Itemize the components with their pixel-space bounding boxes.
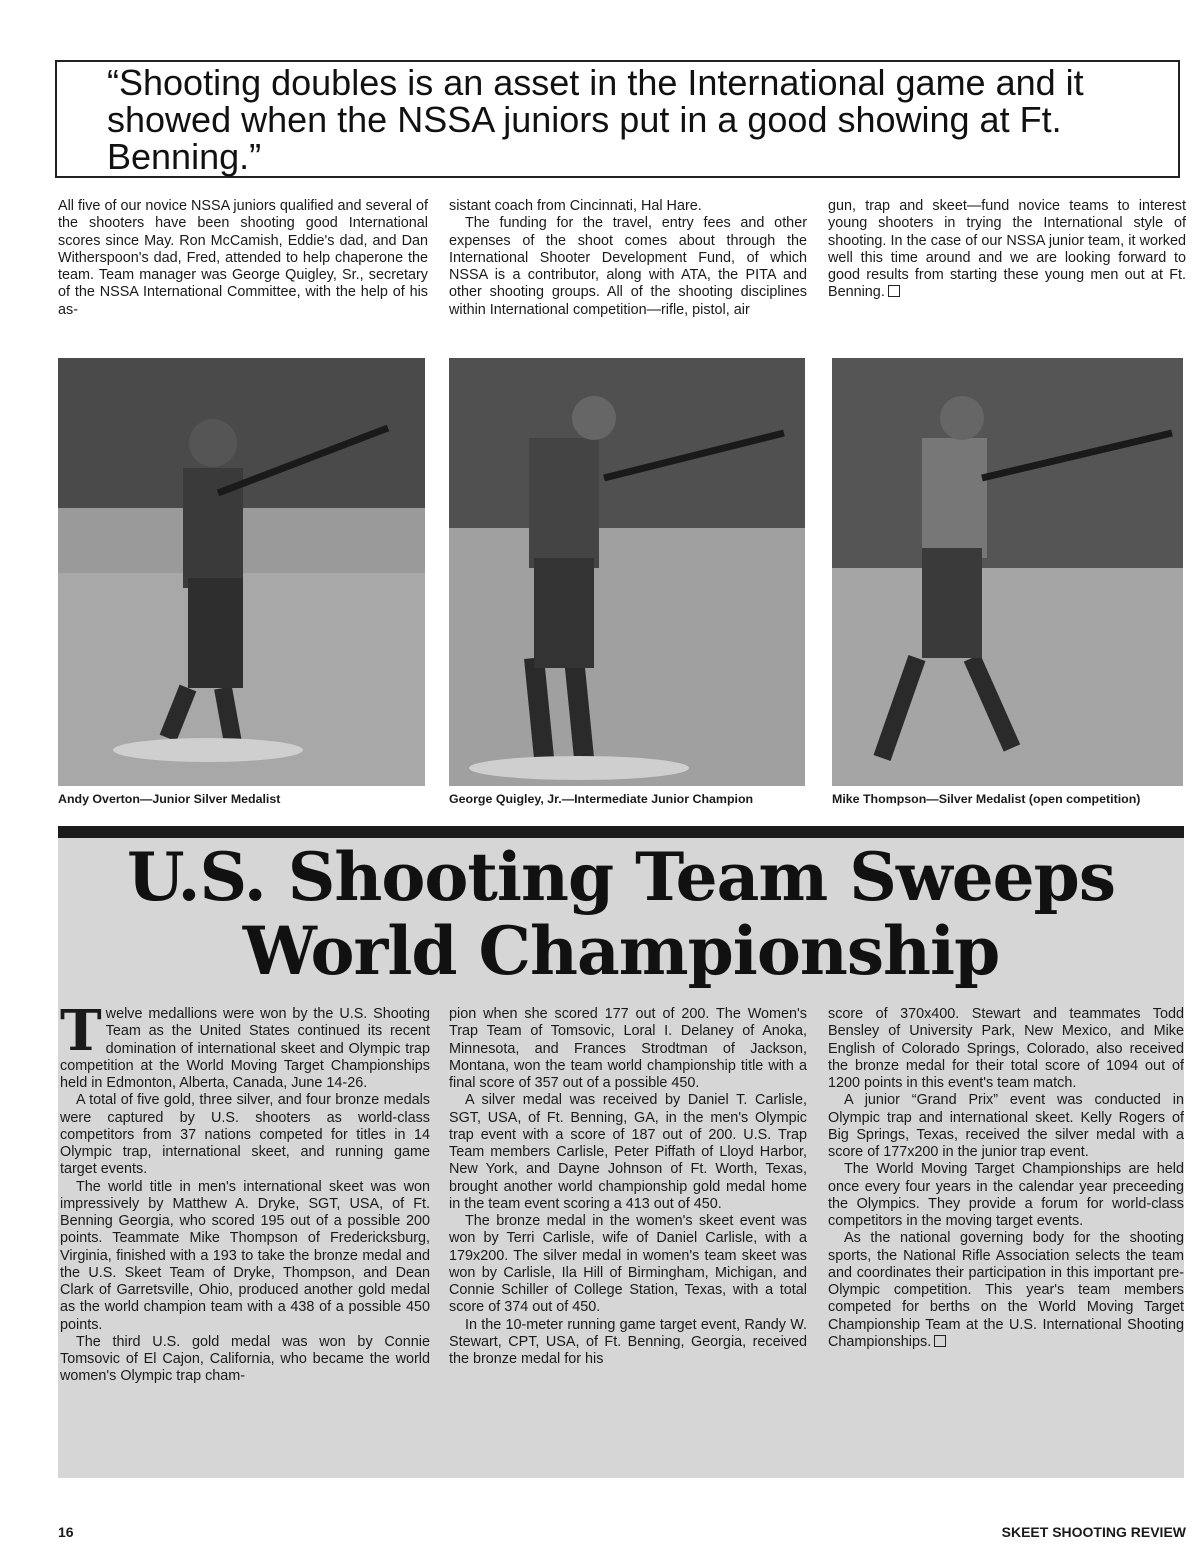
article-paragraph: A silver medal was received by Daniel T. Carlisle, SGT, USA, of Ft. Benning, GA, in the men's Olympic trap event with a score of 187 out of 200. U.S. Trap Team members Carlisle, Peter Piffath of Lloyd Harbor, New York, and Dayne Johnson of Ft. Worth, Texas, brought another world championship gold medal home in the team event scoring a 413 out of 450. — [449, 1092, 807, 1212]
intro-paragraph: The funding for the travel, entry fees and other expenses of the shoot comes about through the International Shooter Development Fund, of which NSSA is a contributor, along with ATA, the PITA and other shooting groups. All of the shooting disciplines within International competition—rifle, pistol, air — [449, 215, 807, 318]
article-paragraph: A junior “Grand Prix” event was conducted in Olympic trap and international skeet. Kelly Rogers of Big Springs, Texas, received the silver medal with a score of 177x200 in the junior trap event. — [828, 1092, 1184, 1160]
article-box — [58, 826, 1184, 1478]
end-mark-icon — [888, 285, 900, 297]
intro-paragraph: sistant coach from Cincinnati, Hal Hare. — [449, 198, 702, 214]
article-paragraph: The bronze medal in the women's skeet event was won by Terri Carlisle, wife of Daniel Carlisle, with a 179x200. The silver medal in women's team skeet was won by Carlisle, Ila Hill of Birmingham, Michigan, and Connie Schiller of College Station, Texas, with a total score of 374 out of 450. — [449, 1213, 807, 1316]
photo-george-quigley — [449, 358, 805, 786]
article-column-2 — [449, 1006, 807, 1368]
article-paragraph: The World Moving Target Championships are held once every four years in the calendar year preceeding the Olympics. They provide a forum for world-class competitors in the moving target events. — [828, 1161, 1184, 1229]
article-paragraph: The world title in men's international skeet was won impressively by Matthew A. Dryke, SGT, USA, of Ft. Benning Georgia, who scored 195 out of a possible 200 points. Teammate Mike Thompson of Fredericksburg, Virginia, finished with a 193 to take the bronze medal and the U.S. Skeet Team of Dryke, Thompson, and Dean Clark of Garretsville, Ohio, produced another gold medal as the world champion team with a 438 of a possible 450 points. — [60, 1178, 430, 1333]
publication-name: SKEET SHOOTING REVIEW — [1001, 1524, 1186, 1540]
article-paragraph: score of 370x400. Stewart and teammates Todd Bensley of University Park, New Mexico, and Mike English of Colorado Springs, Colorado, also received the bronze medal for their total score of 1094 out of 1200 points in this event's team match. — [828, 1006, 1184, 1091]
intro-column-3 — [828, 198, 1186, 302]
article-paragraph: pion when she scored 177 out of 200. The Women's Trap Team of Tomsovic, Loral I. Delaney of Anoka, Minnesota, and Frances Strodtman of Jackson, Montana, won the team world championship title with a final score of 357 out of a possible 450. — [449, 1006, 807, 1091]
article-paragraph: In the 10-meter running game target event, Randy W. Stewart, CPT, USA, of Ft. Benning, Georgia, received the bronze medal for his — [449, 1316, 807, 1367]
article-paragraph: Twelve medallions were won by the U.S. Shooting Team as the United States continued its recent domination of international skeet and Olympic trap competition at the World Moving Target Championships held in Edmonton, Alberta, Canada, June 14-26. — [60, 998, 430, 1091]
intro-paragraph: gun, trap and skeet—fund novice teams to interest young shooters in trying the International style of shooting. In the case of our NSSA junior team, it worked well this time around and we are looking forward to good results from starting these young men out at Ft. Benning. — [828, 198, 1186, 301]
drop-cap: T — [60, 998, 102, 1064]
article-column-1 — [60, 998, 430, 1386]
photo-andy-overton — [58, 358, 425, 786]
article-paragraph: As the national governing body for the shooting sports, the National Rifle Association selects the team and coordinates their participation in this important pre-Olympic competition. This year's team members competed for berths on the World Moving Target Championship Team at the U.S. International Shooting Championships. — [828, 1230, 1184, 1350]
article-paragraph: A total of five gold, three silver, and four bronze medals were captured by U.S. shooters as world-class competitors from 37 nations competed for titles in 14 Olympic trap, international skeet, and running game target events. — [60, 1092, 430, 1178]
pull-quote-box — [55, 60, 1180, 178]
pull-quote: “Shooting doubles is an asset in the International game and it showed when the NSSA juniors put in a good showing at Ft. Benning.” — [107, 62, 1084, 177]
page-number: 16 — [58, 1524, 74, 1540]
photo-caption: Andy Overton—Junior Silver Medalist — [58, 792, 281, 806]
photo-mike-thompson — [832, 358, 1183, 786]
intro-paragraph: All five of our novice NSSA juniors qualified and several of the shooters have been shooting good International scores since May. Ron McCamish, Eddie's dad, and Dan Witherspoon's dad, Fred, attended to help chaperone the team. Team manager was George Quigley, Sr., secretary of the NSSA International Committee, with the help of his as- — [58, 198, 428, 318]
end-mark-icon — [934, 1335, 946, 1347]
article-headline: U.S. Shooting Team Sweeps World Championship — [127, 838, 1115, 990]
intro-column-1 — [58, 198, 428, 319]
article-column-3 — [828, 1006, 1184, 1351]
photo-caption: Mike Thompson—Silver Medalist (open competition) — [832, 792, 1141, 806]
intro-column-2 — [449, 198, 807, 319]
divider — [58, 826, 1184, 838]
article-paragraph: The third U.S. gold medal was won by Connie Tomsovic of El Cajon, California, who became the world women's Olympic trap cham- — [60, 1333, 430, 1385]
photo-caption: George Quigley, Jr.—Intermediate Junior Champion — [449, 792, 754, 806]
